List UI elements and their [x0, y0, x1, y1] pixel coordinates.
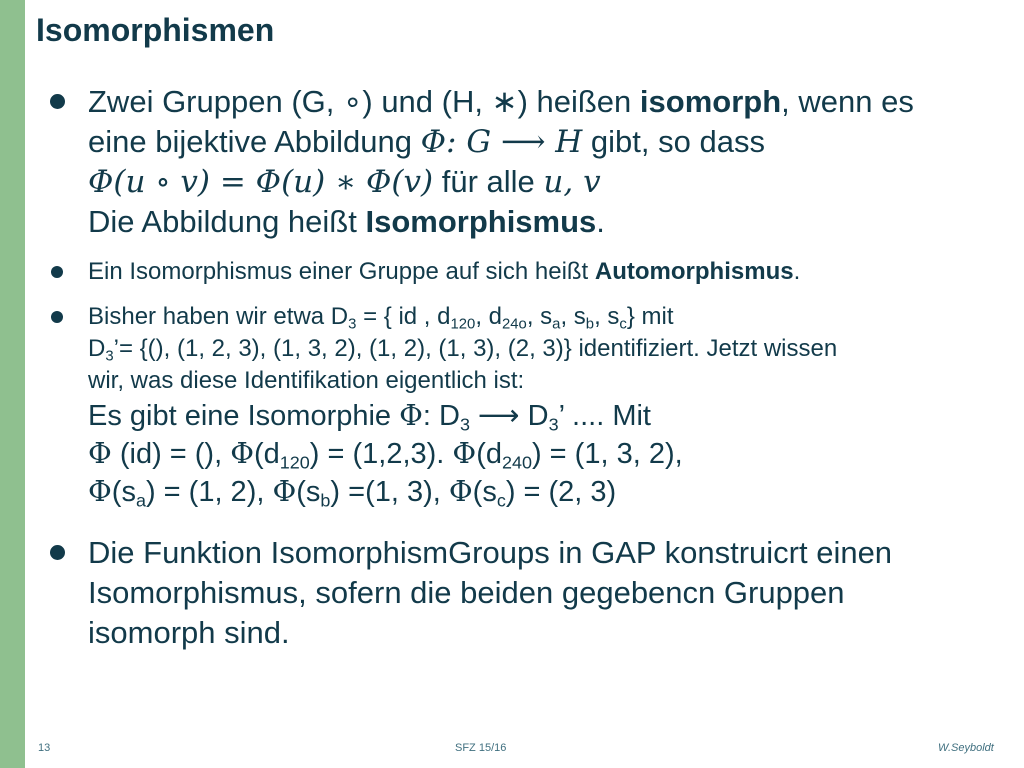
side-accent-bar	[0, 0, 25, 768]
bullet1-line3: Φ(u ∘ v) = Φ(u) ∗ Φ(v) für alle u, v	[88, 164, 601, 200]
math-mapping: Φ: G ⟶ H	[420, 124, 583, 160]
bullet3-line6: $\Phi(s_a) = (1$, 2), $\Phi(s_b) =(1$, 3), $\Phi(s_c) = (2$, 3)	[88, 474, 617, 511]
bullet2-line1: Ein Isomorphismus einer Gruppe auf sich heißt Automorphismus.	[88, 258, 801, 285]
term-isomorph: isomorph	[639, 84, 782, 119]
bullet3-line4: Es gibt eine Isomorphie Φ: $D_3$ ⟶ $D_3$’ .... Mit	[88, 398, 651, 435]
phi-symbol: Φ	[448, 474, 473, 508]
bullet1-line1: Zwei Gruppen (G, ∘) und (H, ∗) heißen isomorph, wenn es	[88, 84, 914, 119]
phi-symbol: Φ	[88, 474, 112, 508]
bullet1-line4: Die Abbildung heißt Isomorphismus.	[88, 204, 605, 239]
bullet3-line5: Φ (id) = (), $\Phi(d_{120}) = (1,2,3)$. $\Phi(d_{240}) = (1$, 3, 2),	[88, 436, 683, 473]
bullet-dot-icon	[51, 311, 63, 323]
bullet-dot-icon	[50, 545, 65, 560]
bullet1-line2: eine bijektive Abbildung Φ: G ⟶ H gibt, so dass	[88, 124, 765, 160]
phi-symbol: Φ	[272, 474, 297, 508]
bullet-dot-icon	[51, 266, 63, 278]
footer-course-label: SFZ 15/16	[455, 742, 507, 754]
slide-title: Isomorphismen	[36, 12, 275, 48]
phi-symbol: Φ	[88, 436, 112, 470]
term-automorphismus: Automorphismus	[594, 258, 794, 285]
phi-symbol: Φ	[230, 436, 254, 470]
math-variables: u, v	[543, 164, 601, 200]
bullet-dot-icon	[50, 94, 65, 109]
bullet-item-gap-function	[48, 533, 988, 653]
phi-symbol: Φ	[452, 436, 477, 470]
math-homomorphism-equation: Φ(u ∘ v) = Φ(u) ∗ Φ(v)	[88, 164, 434, 200]
slide-content	[48, 82, 988, 653]
bullet4-line1: Die Funktion IsomorphismGroups in GAP konstruicrt einen	[88, 535, 893, 570]
bullet3-line2: $D_3’=$ {(), (1, 2, 3), (1, 3, 2), (1, 2), (1, 3), (2, 3)} identifiziert. Jetzt wissen	[88, 335, 838, 365]
footer-author: W.Seyboldt	[938, 742, 994, 754]
term-isomorphismus: Isomorphismus	[365, 204, 597, 239]
bullet3-line3: wir, was diese Identifikation eigentlich ist:	[88, 367, 525, 394]
footer-page-number: 13	[38, 742, 51, 754]
bullet4-line2: Isomorphismus, sofern die beiden gegebencn Gruppen	[88, 575, 845, 610]
bullet-item-automorphism	[48, 256, 988, 288]
bullet4-line3: isomorph sind.	[88, 615, 290, 650]
bullet-item-isomorph-definition	[48, 82, 988, 242]
bullet-item-d3-example	[48, 301, 988, 511]
bullet3-line1: Bisher haben wir etwa $D_3$ = { id , $d_{120}$, $d_{24o}$, $s_a$, $s_b$, $s_c$} mit	[88, 303, 674, 333]
phi-symbol: Φ	[399, 398, 423, 432]
